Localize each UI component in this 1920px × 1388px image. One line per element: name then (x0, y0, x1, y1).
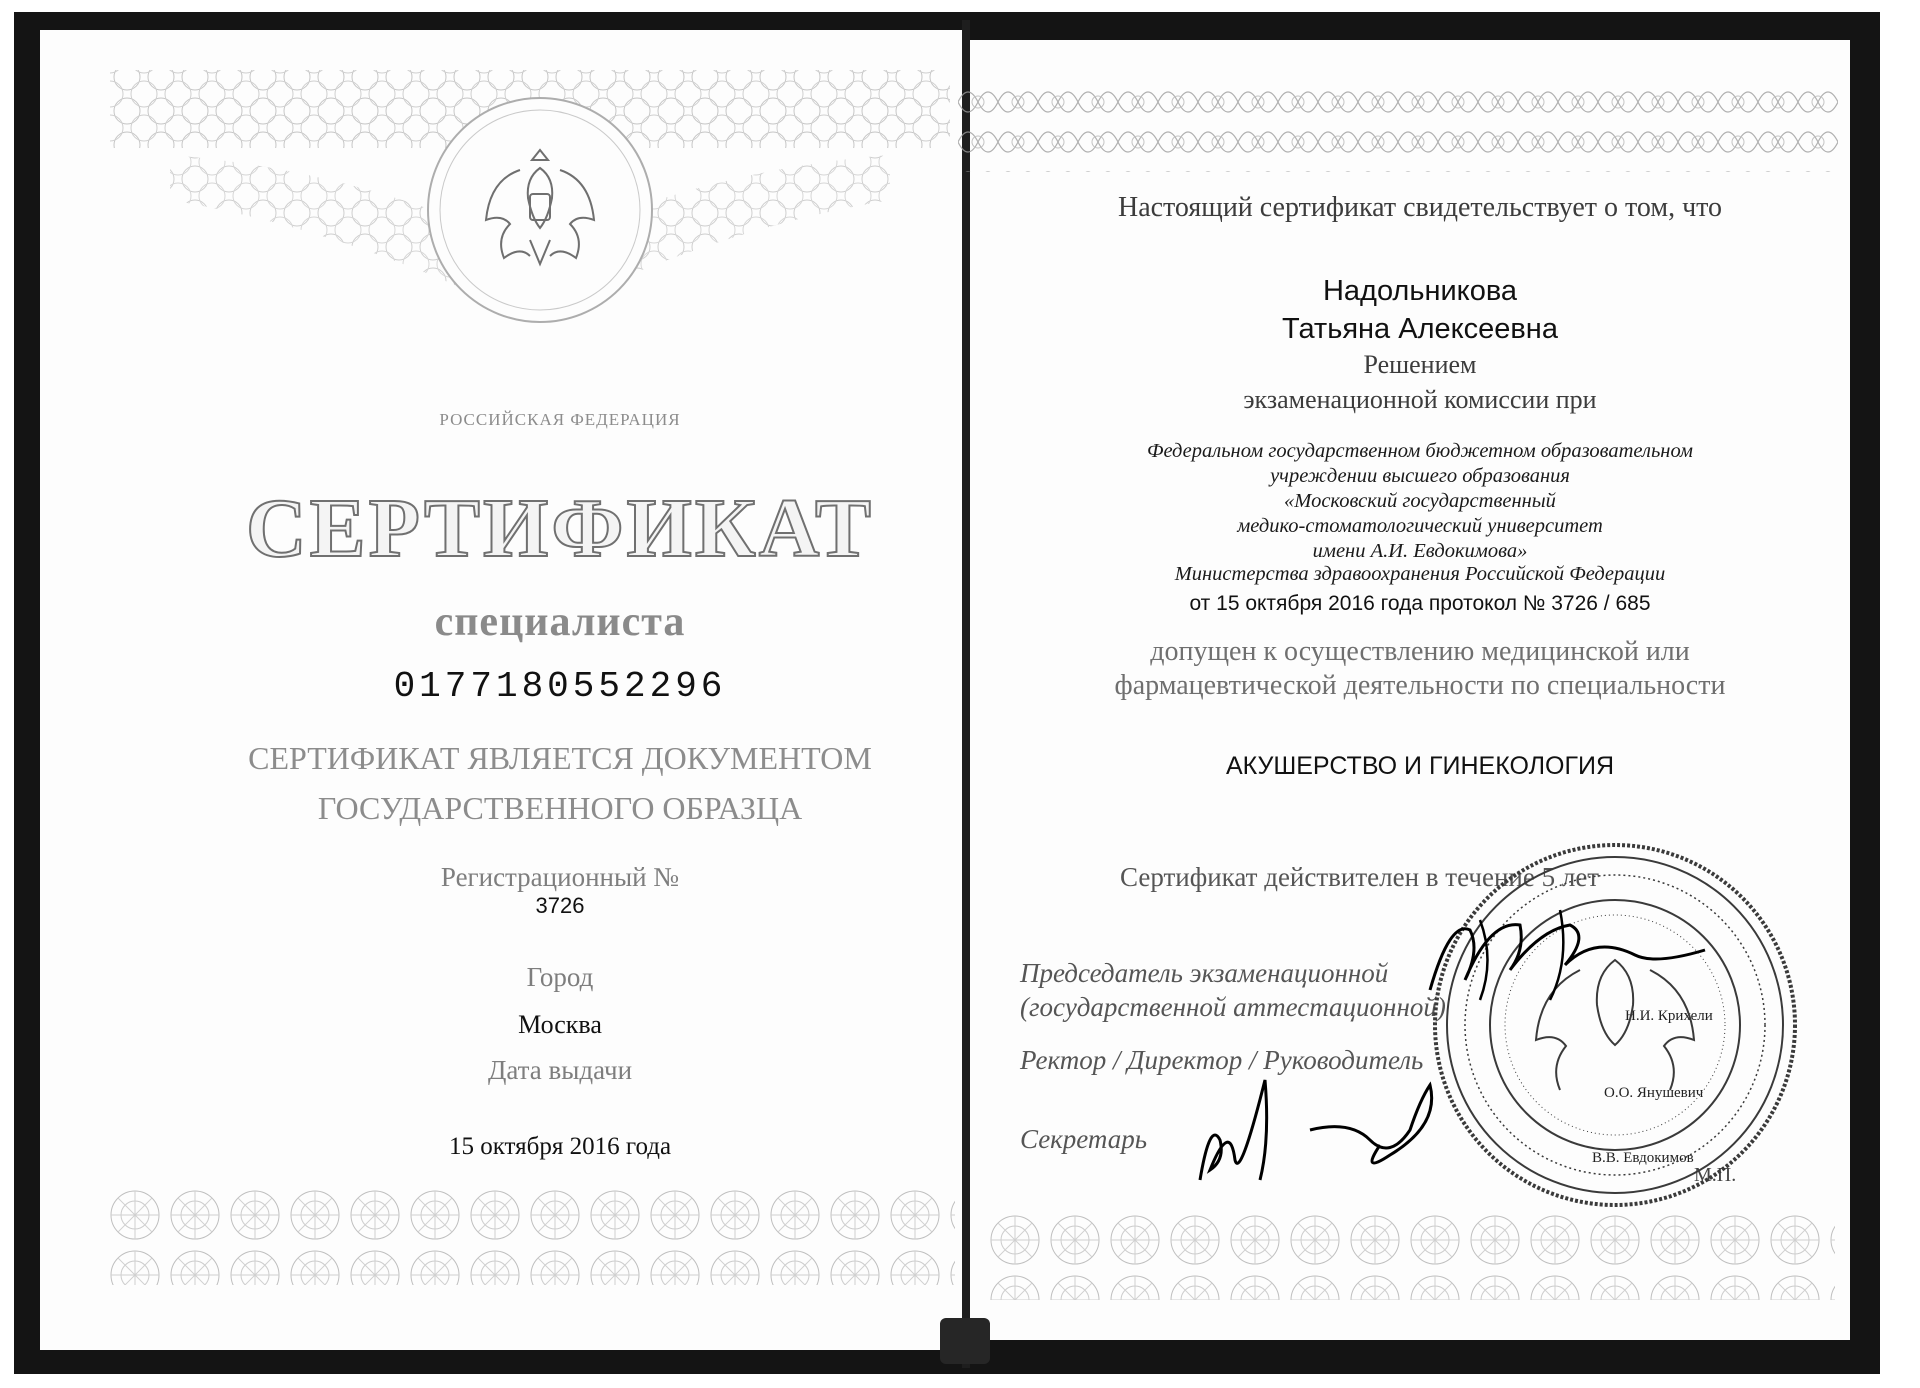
country-label: РОССИЙСКАЯ ФЕДЕРАЦИЯ (439, 410, 681, 429)
institution-line-2: учреждении высшего образования (1270, 465, 1570, 487)
institution-line-1: Федеральном государственном бюджетном образовательном (1146, 440, 1693, 462)
certificate-subtitle: специалиста (434, 599, 686, 645)
decision-line-1: Решением (1363, 350, 1477, 379)
institution-line-4: медико-стоматологический университет (1237, 515, 1603, 537)
institution-line-3: «Московский государственный (1284, 490, 1556, 512)
chair-line-2: (государственной аттестационной) (1020, 992, 1446, 1022)
guilloche-bottom-left-ornament (105, 1185, 955, 1295)
institution-line-6: Министерства здравоохранения Российской Федерации (1174, 563, 1666, 585)
decision-line-2: экзаменационной комиссии при (1243, 385, 1597, 414)
status-line-1: СЕРТИФИКАТ ЯВЛЯЕТСЯ ДОКУМЕНТОМ (248, 740, 872, 776)
secretary-name: В.В. Евдокимов (1592, 1150, 1694, 1166)
certificate-title: СЕРТИФИКАТ (245, 482, 875, 575)
status-line-2: ГОСУДАРСТВЕННОГО ОБРАЗЦА (317, 790, 803, 826)
city-value: Москва (518, 1010, 602, 1039)
issue-date-value: 15 октября 2016 года (448, 1133, 672, 1160)
guilloche-top-right-ornament (958, 82, 1838, 182)
rector-line: Ректор / Директор / Руководитель (1020, 1045, 1424, 1075)
city-label: Город (526, 962, 594, 992)
registration-number: 3726 (535, 893, 585, 918)
coat-of-arms-icon (480, 140, 600, 280)
binding-clip (940, 1318, 990, 1364)
serial-number: 0177180552296 (393, 666, 727, 707)
binding-seam (962, 20, 970, 1368)
registration-label: Регистрационный № (440, 862, 680, 892)
secretary-line: Секретарь (1020, 1124, 1148, 1154)
holder-surname: Надольникова (1322, 275, 1518, 307)
holder-given-names: Татьяна Алексеевна (1282, 313, 1558, 345)
admission-line-2: фармацевтической деятельности по специальности (1114, 670, 1726, 701)
secretary-signature (1180, 1070, 1500, 1190)
admission-line-1: допущен к осуществлению медицинской или (1150, 636, 1690, 667)
chair-signature (1420, 900, 1720, 1020)
chair-line-1: Председатель экзаменационной (1020, 958, 1389, 988)
protocol-line: от 15 октября 2016 года протокол № 3726 / 685 (1189, 592, 1651, 615)
intro-line: Настоящий сертификат свидетельствует о том, что (1117, 192, 1723, 223)
validity-line: Сертификат действителен в течение 5 лет (1120, 862, 1600, 892)
chair-name: Н.И. Крихели (1625, 1008, 1713, 1024)
specialty-value: АКУШЕРСТВО И ГИНЕКОЛОГИЯ (1225, 752, 1615, 780)
issue-date-label: Дата выдачи (487, 1055, 633, 1085)
rector-name: О.О. Янушевич (1604, 1085, 1704, 1101)
guilloche-bottom-right-ornament (985, 1210, 1835, 1310)
institution-line-5: имени А.И. Евдокимова» (1312, 540, 1528, 562)
seal-mark: М.П. (1694, 1164, 1737, 1186)
